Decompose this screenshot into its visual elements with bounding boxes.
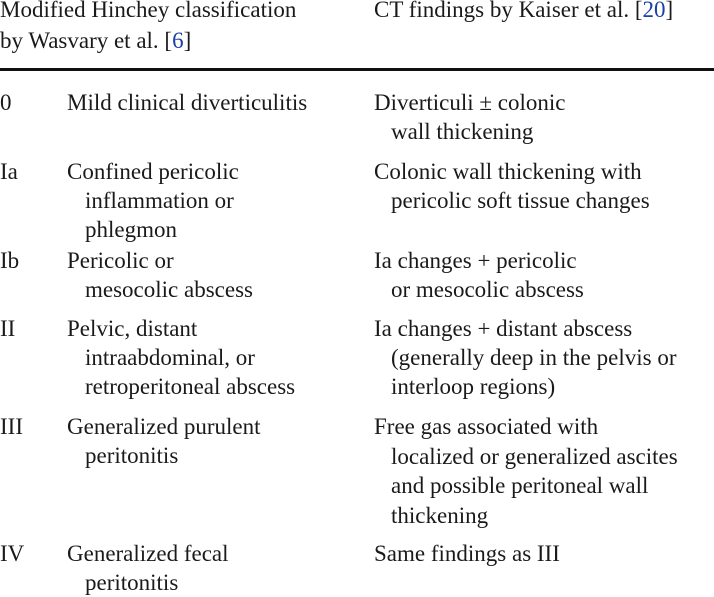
row-stage: Ia [0, 159, 18, 184]
row-classification-line: peritonitis [85, 570, 179, 595]
row-classification-line: peritonitis [85, 443, 179, 468]
header-ct-author: CT findings by Kaiser et al. [ [374, 0, 643, 22]
header-ct-bracket: ] [665, 0, 674, 22]
row-ct-line: Ia changes + distant abscess [374, 316, 633, 341]
row-classification-line: Pelvic, distant [67, 316, 198, 341]
row-ct-line: Ia changes + pericolic [374, 248, 577, 273]
row-ct-line: Diverticuli ± colonic [374, 90, 566, 115]
row-ct-line: thickening [391, 503, 489, 528]
header-classification-line-2 [0, 26, 191, 55]
row-ct-line: pericolic soft tissue changes [391, 188, 650, 213]
citation-ref-6[interactable]: 6 [172, 28, 184, 53]
row-ct-line: and possible peritoneal wall [391, 473, 649, 498]
header-rule [0, 68, 714, 71]
row-stage: Ib [0, 248, 20, 273]
row-stage: IV [0, 541, 25, 566]
row-classification-line: Mild clinical diverticulitis [67, 90, 308, 115]
row-classification-line: phlegmon [85, 217, 177, 242]
row-classification-line: Generalized purulent [67, 414, 261, 439]
row-stage: II [0, 316, 16, 341]
row-stage: III [0, 414, 23, 439]
row-ct-line: wall thickening [391, 119, 534, 144]
row-classification-line: Pericolic or [67, 248, 174, 273]
header-classification-bracket: ] [183, 28, 192, 53]
row-classification-line: intraabdominal, or [85, 345, 255, 370]
row-ct-line: Same findings as III [374, 541, 560, 566]
row-classification-line: inflammation or [85, 188, 234, 213]
row-ct-line: or mesocolic abscess [391, 277, 584, 302]
citation-ref-20[interactable]: 20 [642, 0, 666, 22]
header-ct-findings [374, 0, 673, 24]
row-ct-line: Colonic wall thickening with [374, 159, 642, 184]
row-classification-line: retroperitoneal abscess [85, 374, 296, 399]
row-ct-line: interloop regions) [391, 374, 556, 399]
row-classification-line: mesocolic abscess [85, 277, 253, 302]
row-classification-line: Confined pericolic [67, 159, 239, 184]
row-classification-line: Generalized fecal [67, 541, 229, 566]
header-classification-author: by Wasvary et al. [ [0, 28, 173, 53]
header-classification-line-1: Modified Hinchey classification [0, 0, 297, 22]
row-ct-line: Free gas associated with [374, 414, 599, 439]
row-ct-line: localized or generalized ascites [391, 444, 678, 469]
row-stage: 0 [0, 90, 12, 115]
row-ct-line: (generally deep in the pelvis or [391, 345, 677, 370]
